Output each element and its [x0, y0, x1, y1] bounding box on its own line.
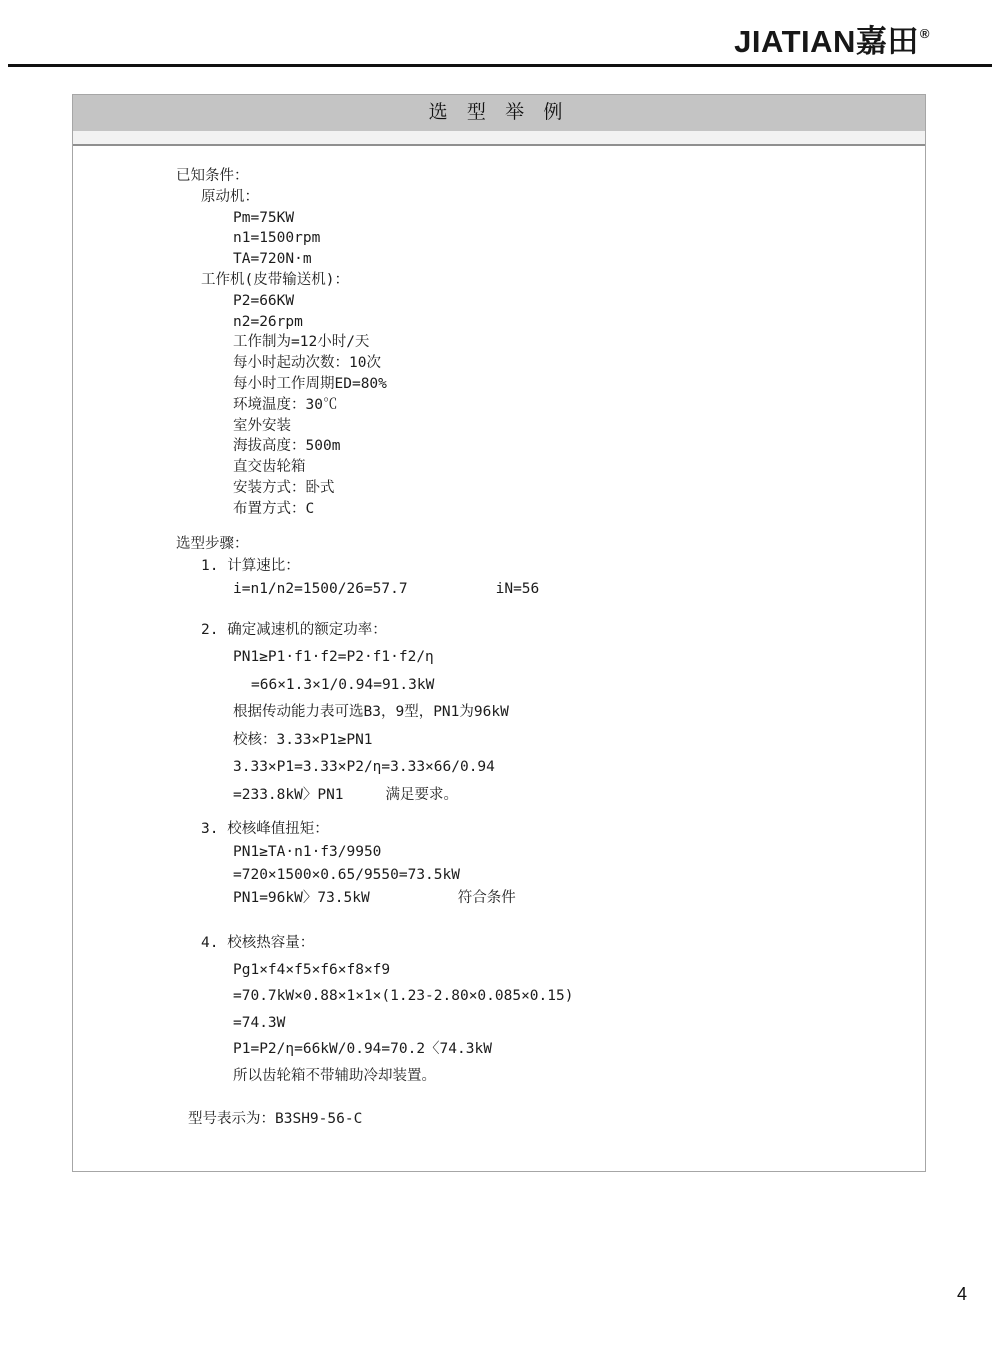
header-divider — [8, 64, 992, 67]
step1-note: iN=56 — [495, 580, 540, 597]
motor-line: TA=720N·m — [233, 251, 312, 268]
work-machine-line: 每小时工作周期ED=80% — [233, 375, 387, 392]
step2-note: 满足要求。 — [385, 786, 459, 803]
page-number: 4 — [956, 1284, 967, 1304]
step3-line: PN1≥TA·n1·f3/9950 — [233, 844, 382, 861]
step2-rated-power — [73, 617, 925, 810]
step2-title: 2. 确定减速机的额定功率： — [201, 621, 387, 638]
step3-title: 3. 校核峰值扭矩： — [201, 821, 329, 838]
step1-formula-line — [233, 578, 925, 601]
step4-line: =74.3W — [233, 1014, 286, 1031]
panel-body — [73, 146, 925, 1132]
motor-heading: 原动机： — [201, 188, 259, 205]
work-machine-heading: 工作机(皮带输送机)： — [201, 271, 349, 288]
step4-line: Pg1×f4×f5×f6×f8×f9 — [233, 961, 391, 978]
step4-title: 4. 校核热容量： — [201, 935, 315, 952]
work-machine-line: 工作制为=12小时/天 — [233, 334, 370, 351]
step4-thermal-capacity — [73, 930, 925, 1089]
step3-result-line — [233, 887, 925, 910]
step3-peak-torque — [73, 818, 925, 910]
step4-line: 所以齿轮箱不带辅助冷却装置。 — [233, 1067, 436, 1084]
step2-line: PN1≥P1·f1·f2=P2·f1·f2/η — [233, 649, 434, 666]
panel-title-underline — [73, 131, 925, 146]
work-machine-line: 安装方式：卧式 — [233, 479, 335, 496]
work-machine-line: 布置方式：C — [233, 500, 315, 517]
step2-line: =66×1.3×1/0.94=91.3kW — [251, 676, 435, 693]
panel-title: 选 型 举 例 — [73, 95, 925, 131]
motor-line: Pm=75KW — [233, 209, 295, 226]
step2-line: 3.33×P1=3.33×P2/η=3.33×66/0.94 — [233, 759, 495, 776]
work-machine-line: 环境温度：30℃ — [233, 396, 338, 413]
selection-example-panel — [72, 94, 926, 1172]
work-machine-line: 室外安装 — [233, 417, 291, 434]
step4-line: =70.7kW×0.88×1×1×(1.23-2.80×0.085×0.15) — [233, 988, 574, 1005]
step3-note: 符合条件 — [457, 890, 516, 907]
brand-logo — [734, 16, 930, 61]
model-designation-line: 型号表示为：B3SH9-56-C — [188, 1111, 363, 1128]
step2-line: 校核：3.33×P1≥PN1 — [233, 731, 373, 748]
brand-logo-text: JIATIAN嘉田 — [734, 24, 919, 59]
step2-line: 根据传动能力表可选B3，9型，PN1为96kW — [233, 704, 509, 721]
step4-line: P1=P2/η=66kW/0.94=70.2〈74.3kW — [233, 1041, 492, 1058]
work-machine-line: 每小时起动次数：10次 — [233, 355, 381, 372]
step2-result: =233.8kW〉PN1 — [233, 786, 344, 803]
known-conditions-section — [73, 166, 925, 520]
work-machine-line: 海拔高度：500m — [233, 438, 341, 455]
step3-line: =720×1500×0.65/9550=73.5kW — [233, 867, 460, 884]
work-machine-line: n2=26rpm — [233, 313, 303, 330]
step2-result-line — [233, 782, 925, 810]
selection-steps-heading: 选型步骤： — [176, 535, 249, 552]
step1-title: 1. 计算速比： — [201, 557, 300, 574]
step1-speed-ratio — [73, 555, 925, 601]
work-machine-line: 直交齿轮箱 — [233, 459, 306, 476]
known-conditions-heading: 已知条件： — [176, 168, 249, 184]
step3-result: PN1=96kW〉73.5kW — [233, 890, 370, 907]
motor-line: n1=1500rpm — [233, 230, 321, 247]
registered-trademark-icon: ® — [919, 26, 930, 41]
work-machine-line: P2=66KW — [233, 292, 295, 309]
step1-formula: i=n1/n2=1500/26=57.7 — [233, 580, 408, 597]
